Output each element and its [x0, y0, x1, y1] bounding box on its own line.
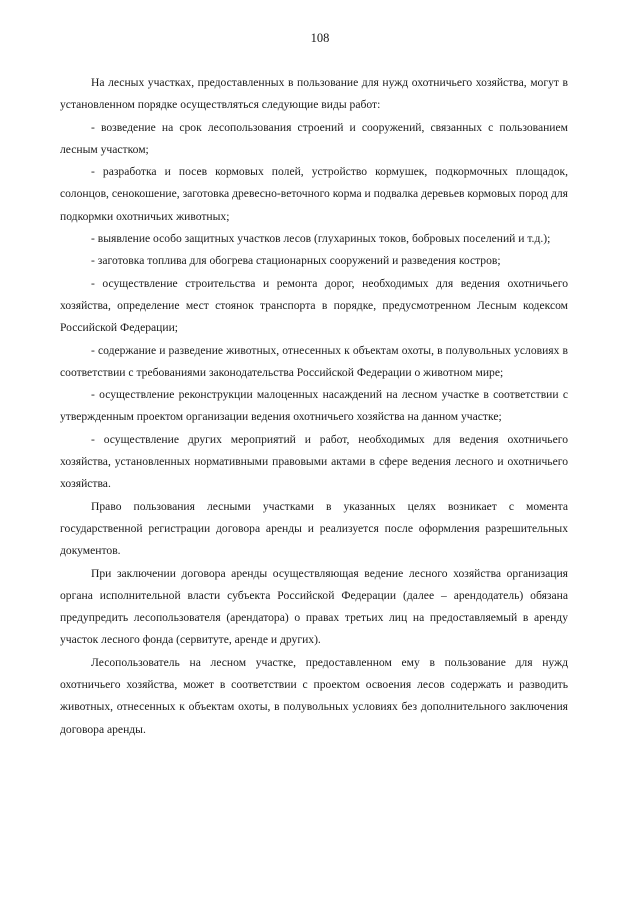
list-item-other-works: - осуществление других мероприятий и работ, необходимых для ведения охотничьего хозяйства, установленных нормативными правовыми актами в сфере ведения лесного и охотничьего хозяйства. — [60, 432, 568, 491]
list-item-fuel: - заготовка топлива для обогрева стационарных сооружений и разведения костров; — [91, 254, 501, 268]
document-body — [60, 72, 568, 741]
list-item-roads: - осуществление строительства и ремонта дорог, необходимых для ведения охотничьего хозяйства, определение мест стоянок транспорта в порядке, предусмотренном Лесным кодексом Российской Федерации; — [60, 276, 568, 335]
list-item-animals: - содержание и разведение животных, отнесенных к объектам охоты, в полувольных условиях в соответствии с требованиями законодательства Российской Федерации о животном мире; — [60, 343, 568, 379]
paragraph-lease-contract: При заключении договора аренды осуществляющая ведение лесного хозяйства организация органа исполнительной власти субъекта Российской Федерации (далее – арендодатель) обязана предупредить лесопользователя (арендатора) о правах третьих лиц на предоставляемый в аренду участок лесного фонда (сервитуте, аренде и других). — [60, 566, 568, 647]
list-item-protected-areas: - выявление особо защитных участков лесов (глухариных токов, бобровых поселений и т.д.); — [91, 232, 551, 246]
paragraph-rights: Право пользования лесными участками в указанных целях возникает с момента государственной регистрации договора аренды и реализуется после оформления разрешительных документов. — [60, 499, 568, 558]
list-item-feeding: - разработка и посев кормовых полей, устройство кормушек, подкормочных площадок, солонцов, сенокошение, заготовка древесно-веточного корма и подвалка деревьев кормовых пород для подкормки охотничьих животных; — [60, 165, 568, 223]
paragraph-forest-user: Лесопользователь на лесном участке, предоставленном ему в пользование для нужд охотничьего хозяйства, может в соответствии с проектом освоения лесов содержать и разводить животных, отнесенных к объектам охоты, в полувольных условиях без дополнительного заключения договора аренды. — [60, 655, 568, 736]
list-item-buildings: - возведение на срок лесопользования строений и сооружений, связанных с пользованием лесным участком; — [60, 120, 568, 156]
paragraph-intro: На лесных участках, предоставленных в пользование для нужд охотничьего хозяйства, могут в установленном порядке осуществляться следующие виды работ: — [60, 76, 568, 112]
page-number: 108 — [310, 31, 330, 45]
list-item-reconstruction: - осуществление реконструкции малоценных насаждений на лесном участке в соответствии с утвержденным проектом организации ведения охотничьего хозяйства на данном участке; — [60, 388, 568, 424]
